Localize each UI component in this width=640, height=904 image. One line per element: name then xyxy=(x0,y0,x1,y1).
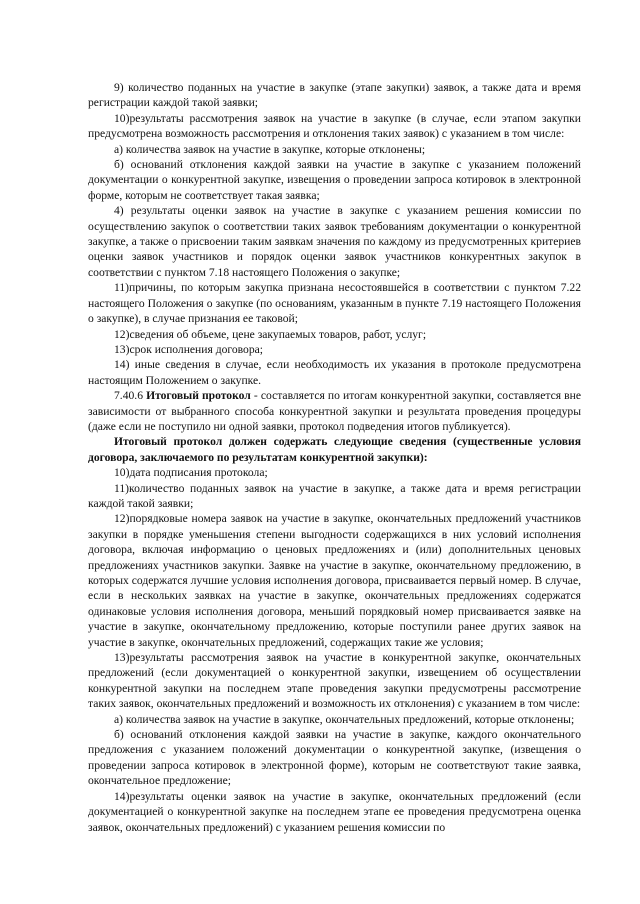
list-item: 11)количество поданных заявок на участие в закупке, а также дата и время регистрации каждой такой заявки; xyxy=(88,481,581,510)
document-page xyxy=(88,80,581,835)
final-protocol-paragraph xyxy=(88,388,581,434)
list-item: 4) результаты оценки заявок на участие в закупке с указанием решения комиссии по осуществлению закупок о соответствии таких заявок требованиям документации о конкурентной закупке, а также о присвоении таким заявкам значения по каждому из предусмотренных критериев оценки заявок участников и порядок оценки заявок участников конкурентных закупок в соответствии с пунктом 7.18 настоящего Положения о закупке; xyxy=(88,204,581,279)
list-item: 14) иные сведения в случае, если необходимость их указания в протоколе предусмотрена настоящим Положением о закупке. xyxy=(88,358,581,387)
list-item: а) количества заявок на участие в закупке, которые отклонены; xyxy=(114,142,426,156)
list-item: 10)дата подписания протокола; xyxy=(114,466,268,480)
list-item: 11)причины, по которым закупка признана несостоявшейся в соответствии с пунктом 7.22 настоящего Положения о закупке (по основаниям, указанным в пункте 7.19 настоящего Положения о закупке), в случае признания ее таковой; xyxy=(88,281,581,326)
list-item: б) оснований отклонения каждой заявки на участие в закупке с указанием положений документации о конкурентной закупке, извещения о проведении запроса котировок в электронной форме, которым не соответствует такая заявка; xyxy=(88,158,581,202)
final-protocol-text: - составляется по итогам конкурентной закупки, составляется вне зависимости от выбранного способа конкурентной закупки и результата проведения процедуры (даже если не поступило ни одной заявки, протокол подведения итогов публикуется). xyxy=(88,389,581,433)
list-item: 13)результаты рассмотрения заявок на участие в конкурентной закупке, окончательных предложений (если документацией о конкурентной закупки, извещением об осуществлении конкурентной закупки на последнем этапе проведения закупки предусмотрены рассмотрение таких заявок, окончательных предложений и возможность их отклонения) с указанием в том числе: xyxy=(88,651,581,711)
final-protocol-term: Итоговый протокол xyxy=(146,389,251,403)
list-item: 13)срок исполнения договора; xyxy=(114,342,264,356)
list-item: 14)результаты оценки заявок на участие в закупке, окончательных предложений (если документацией о конкурентной закупке на последнем этапе ее проведения предусмотрена оценка заявок, окончательных предложений) с указанием решения комиссии по xyxy=(88,789,581,834)
list-item: б) оснований отклонения каждой заявки на участие в закупке, каждого окончательного предложения с указанием положений документации о конкурентной закупке, (извещения о проведении запроса котировок в электронной форме), которым не соответствуют такие заявка, окончательное предложение; xyxy=(88,728,581,788)
list-item: 9) количество поданных на участие в закупке (этапе закупки) заявок, а также дата и время регистрации каждой такой заявки; xyxy=(88,81,581,110)
list-item: 10)результаты рассмотрения заявок на участие в закупке (в случае, если этапом закупки предусмотрена возможность рассмотрения и отклонения таких заявок) с указанием в том числе: xyxy=(88,111,581,141)
section-heading: Итоговый протокол должен содержать следующие сведения (существенные условия договора, заключаемого по результатам конкурентной закупки): xyxy=(88,435,581,464)
clause-number: 7.40.6 xyxy=(114,389,143,403)
list-item: а) количества заявок на участие в закупке, окончательных предложений, которые отклонены; xyxy=(114,712,575,726)
list-item: 12)сведения об объеме, цене закупаемых товаров, работ, услуг; xyxy=(114,327,427,341)
list-item: 12)порядковые номера заявок на участие в закупке, окончательных предложений участников закупки в порядке уменьшения степени выгодности содержащихся в них условий исполнения договора, включая информацию о ценовых предложениях и (или) дополнительных ценовых предложениях участников закупки. Заявке на участие в закупке, окончательному предложению, в которых содержатся лучшие условия исполнения договора, присваивается первый номер. В случае, если в нескольких заявках на участие в закупке, окончательных предложениях содержатся одинаковые условия исполнения договора, меньший порядковый номер присваивается заявке на участие в закупке, окончательному предложению, которые поступили ранее других заявок на участие в закупке, окончательных предложений, содержащих такие же условия; xyxy=(88,512,581,649)
